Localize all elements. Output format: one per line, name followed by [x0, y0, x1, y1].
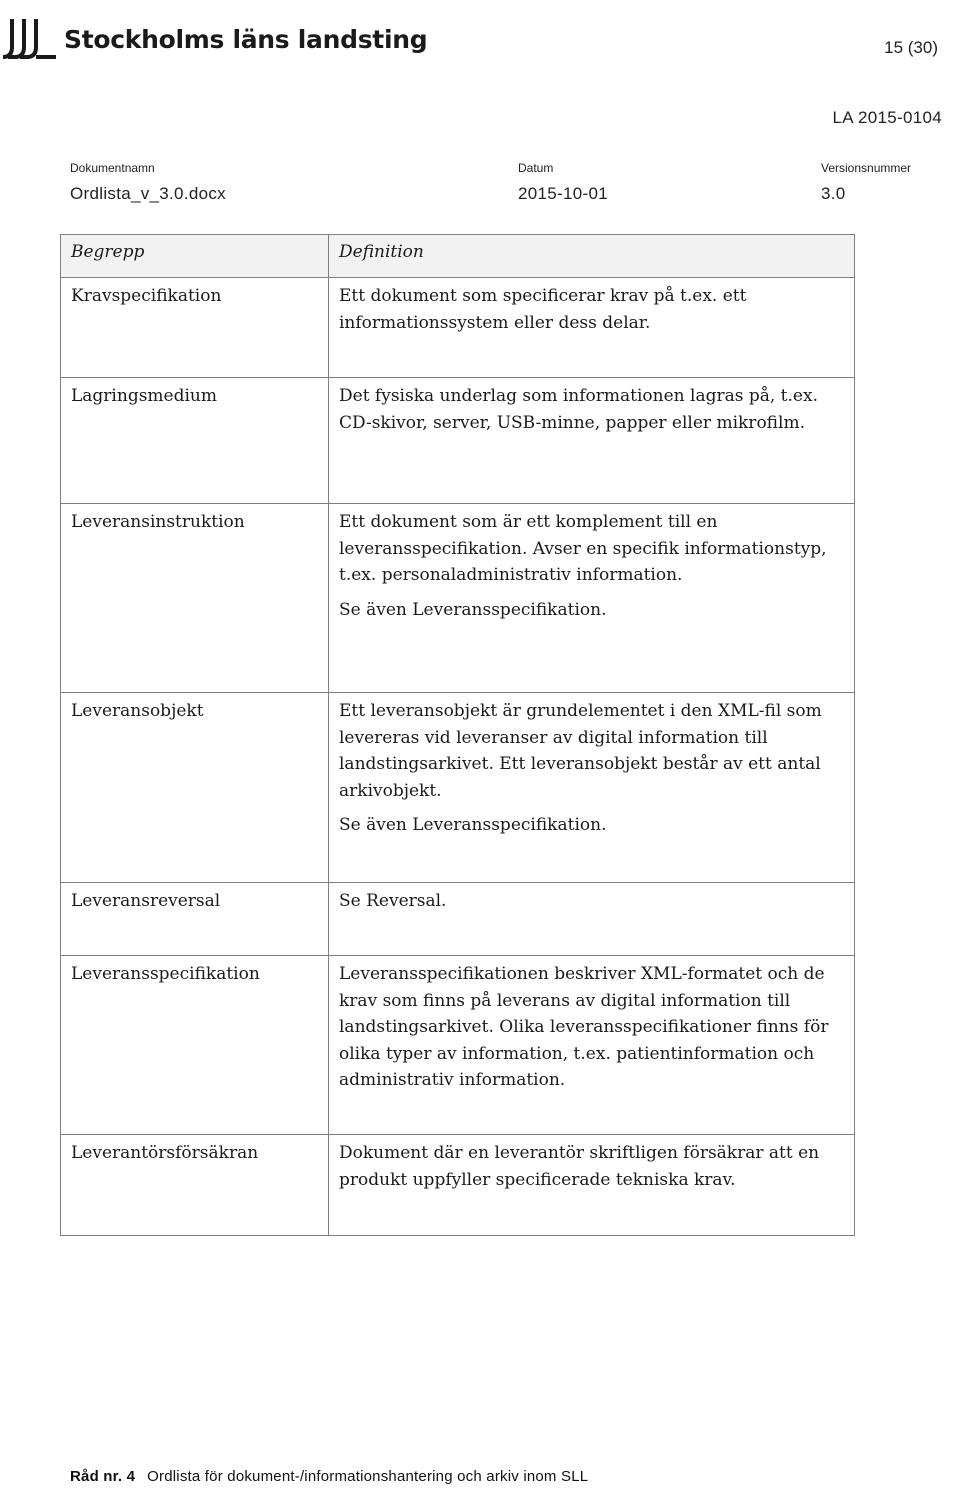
term-cell: Leveransobjekt [61, 693, 329, 883]
meta-label-version: Versionsnummer [821, 161, 912, 175]
term-cell: Leverantörsförsäkran [61, 1135, 329, 1236]
term-cell: Kravspecifikation [61, 278, 329, 378]
meta-value-document-name: Ordlista_v_3.0.docx [70, 184, 226, 203]
definition-cell [329, 278, 855, 378]
table-row [61, 956, 855, 1135]
table-row [61, 278, 855, 378]
document-id: LA 2015-0104 [832, 108, 942, 127]
sll-logo-icon [0, 17, 58, 61]
meta-label-document-name: Dokumentnamn [70, 161, 155, 175]
definition-text: Ett dokument som specificerar krav på t.ex. ett informationssystem eller dess delar. [339, 286, 747, 333]
table-row [61, 883, 855, 956]
table-row [61, 504, 855, 693]
meta-value-date: 2015-10-01 [518, 184, 608, 203]
definition-text: Leveransspecifikationen beskriver XML-formatet och de krav som finns på leverans av digital information till landstingsarkivet. Olika leveransspecifikationer finns för olika typer av information, t.ex. patientinformation och administrativ information. [339, 964, 829, 1090]
meta-label-date: Datum [518, 161, 554, 175]
page-footer [70, 1468, 588, 1485]
glossary-table [60, 234, 855, 1236]
column-header-definition: Definition [329, 235, 855, 278]
definition-cell [329, 693, 855, 883]
meta-value-version: 3.0 [821, 184, 846, 203]
definition-text: Det fysiska underlag som informationen lagras på, t.ex. CD-skivor, server, USB-minne, papper eller mikrofilm. [339, 386, 818, 433]
footer-title: Ordlista för dokument-/informationshantering och arkiv inom SLL [147, 1468, 589, 1485]
logo-text: Stockholms läns landsting [64, 24, 428, 54]
column-header-term: Begrepp [61, 235, 329, 278]
table-row [61, 693, 855, 883]
definition-cell [329, 504, 855, 693]
definition-cell [329, 1135, 855, 1236]
definition-cell [329, 883, 855, 956]
table-row [61, 378, 855, 504]
definition-cell [329, 956, 855, 1135]
table-header-row [61, 235, 855, 278]
definition-text: Dokument där en leverantör skriftligen försäkrar att en produkt uppfyller specificerade tekniska krav. [339, 1143, 820, 1190]
page-number: 15 (30) [884, 38, 938, 57]
footer-label: Råd nr. 4 [70, 1468, 136, 1485]
term-cell: Lagringsmedium [61, 378, 329, 504]
see-also-text: Se även Leveransspecifikation. [339, 599, 607, 620]
definition-text: Se Reversal. [339, 891, 447, 911]
header-logo [0, 14, 427, 64]
definition-text: Ett leveransobjekt är grundelementet i den XML-fil som levereras vid leveranser av digital information till landstingsarkivet. Ett leveransobjekt består av ett antal arkivobjekt. [339, 701, 822, 801]
term-cell: Leveransinstruktion [61, 504, 329, 693]
definition-text: Ett dokument som är ett komplement till en leveransspecifikation. Avser en specifik informationstyp, t.ex. personaladministrativ information. [339, 512, 827, 585]
term-cell: Leveransspecifikation [61, 956, 329, 1135]
definition-cell [329, 378, 855, 504]
table-row [61, 1135, 855, 1236]
term-cell: Leveransreversal [61, 883, 329, 956]
see-also-text: Se även Leveransspecifikation. [339, 815, 607, 835]
